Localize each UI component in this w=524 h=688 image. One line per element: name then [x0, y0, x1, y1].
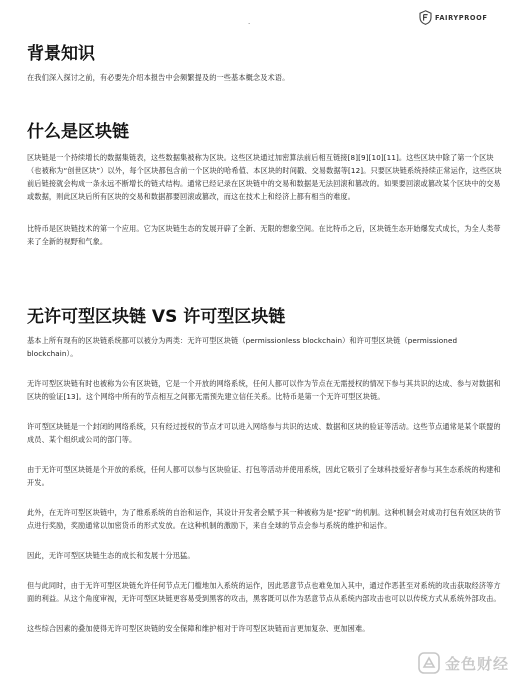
watermark-text: 金色财经	[445, 654, 510, 673]
brand-header	[419, 10, 487, 25]
paragraph: 无许可型区块链有时也被称为公有区块链，它是一个开放的网络系统，任何人都可以作为节点在无需授权的情况下参与其共识的达成、参与对数据和区块的验证[13]。这个网络中所有的节点相互之间都无需预先建立信任关系。比特币是第一个无许可型区块链。	[27, 379, 501, 401]
section-title: 无许可型区块链 VS 许可型区块链	[27, 307, 286, 327]
paragraph: 此外，在无许可型区块链中，为了维系系统的自治和运作，其设计开发者会赋予其一种被称为是“挖矿”的机制。这种机制会对成功打包有效区块的节点进行奖励，奖励通常以加密货币的形式发放。在这种机制的激励下，来自全球的节点会参与系统的维护和运作。	[27, 508, 502, 530]
paragraph: 但与此同时，由于无许可型区块链允许任何节点无门槛地加入系统的运作，因此恶意节点也难免加入其中，通过作恶甚至对系统的攻击获取经济等方面的利益。从这个角度审视，无许可型区块链更容易受到黑客的攻击，黑客既可以作为恶意节点从系统内部攻击也可以以传统方式从系统外部攻击。	[27, 581, 501, 603]
section-title: 什么是区块链	[27, 122, 129, 142]
watermark	[418, 652, 509, 674]
paragraph: 许可型区块链是一个封闭的网络系统，只有经过授权的节点才可以进入网络参与共识的达成、数据和区块的验证等活动。这些节点通常是某个联盟的成员、某个组织或公司的部门等。	[27, 422, 501, 444]
paragraph: 在我们深入探讨之前，有必要先介绍本报告中会频繁提及的一些基本概念及术语。	[27, 73, 290, 82]
paragraph: 因此，无许可型区块链生态的成长和发展十分迅猛。	[27, 551, 195, 560]
golden-finance-logo-icon	[418, 652, 440, 674]
section-title: 背景知识	[27, 44, 95, 64]
paragraph: 比特币是区块链技术的第一个应用。它为区块链生态的发展开辟了全新、无限的想象空间。在比特币之后，区块链生态开始爆发式成长，为全人类带来了全新的视野和气象。	[27, 224, 501, 246]
brand-name: FAIRYPROOF	[435, 13, 488, 22]
fairyproof-logo-icon	[419, 10, 432, 25]
paragraph: 区块链是一个持续增长的数据集链表，这些数据集被称为区块。这些区块通过加密算法前后相互链接[8][9][10][11]。这些区块中除了第一个区块（也被称为“创世区块”）以外，每个区块都包含前一个区块的哈希值、本区块的时间戳、交易数据等[12]。只要区块链系统持续正常运作，这些区块前后链接就会构成一条永远不断增长的链式结构。通常已经记录在区块链中的交易和数据是无法回滚和篡改的。如果要回滚或篡改某个区块中的交易或数据，则此区块后所有区块的交易和数据都要回滚或篡改，而这在技术上和经济上都有相当的难度。	[27, 153, 502, 201]
paragraph: 由于无许可型区块链是个开放的系统，任何人都可以参与区块验证、打包等活动并使用系统，因此它吸引了全球科技爱好者参与其生态系统的构建和开发。	[27, 465, 501, 487]
paragraph: 这些综合因素的叠加使得无许可型区块链的安全保障和维护相对于许可型区块链而言更加复杂、更加困难。	[27, 624, 370, 633]
section-permissionless-vs-permissioned	[27, 306, 503, 635]
section-background	[27, 43, 503, 84]
section-what-is-blockchain	[27, 121, 503, 248]
paragraph: 基本上所有现有的区块链系统都可以被分为两类：无许可型区块链（permissionless blockchain）和许可型区块链（permissioned blockchain）。	[27, 336, 458, 358]
header-dot: .	[248, 18, 251, 26]
